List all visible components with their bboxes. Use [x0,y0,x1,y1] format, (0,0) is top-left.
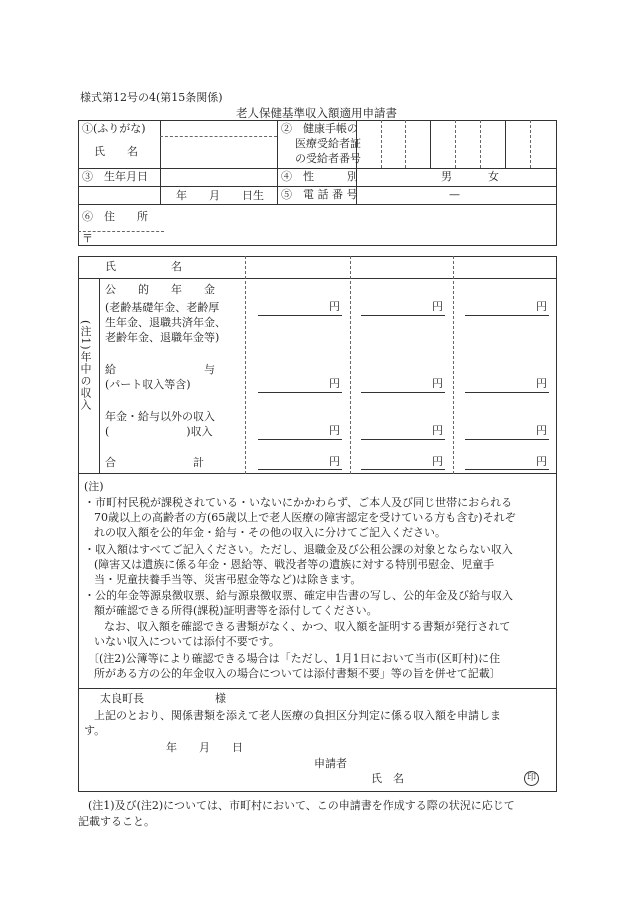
furigana-field[interactable] [162,121,275,135]
yen-unit: 円 [329,424,340,437]
yen-unit: 円 [536,424,547,437]
yen-unit: 円 [536,300,547,313]
total-amount-2[interactable] [361,469,445,470]
yen-unit: 円 [432,424,443,437]
address-field[interactable] [160,206,555,244]
note-bracket-line-1: 〔(注2)公簿等により確認できる場合は「ただし、1月1日において当市(区町村)に住 [88,652,501,665]
pension-heading: 公 的 年 金 [105,283,215,296]
footer-line-1: (注1)及び(注2)については、市町村において、この申請書を作成する際の状況に応じて [88,799,515,812]
pension-detail-2: 生年金、退職共済年金、 [105,316,226,329]
certificate-label-3: の受給者番号 [295,152,361,165]
income-name-header: 氏 名 [105,260,182,273]
declaration-line-2: す。 [84,724,106,737]
total-amount-1[interactable] [258,469,342,470]
yen-unit: 円 [432,300,443,313]
applicant-name-label: 氏 名 [371,772,404,785]
certificate-label-2: 医療受給者証 [295,137,361,150]
note-2-line-2: (障害又は遺族に係る年金・恩給等、戦没者等の遺族に対する特別弔慰金、児童手 [94,558,495,571]
yen-unit: 円 [536,455,547,468]
certificate-number-field[interactable] [357,121,556,167]
yen-unit: 円 [329,377,340,390]
other-income-label-2: ( )収入 [105,425,213,438]
other-income-amount-2[interactable] [361,439,445,440]
other-income-label-1: 年金・給与以外の収入 [105,410,215,423]
salary-heading: 給 与 [105,363,215,376]
name-label: 氏 名 [94,145,138,158]
footer-line-2: 記載すること。 [78,815,155,828]
honorific: 様 [215,692,226,705]
form-title: 老人保健基準収入額適用申請書 [236,106,397,120]
notes-heading: (注) [84,480,104,493]
declaration-line-1: 上記のとおり、関係書類を添えて老人医療の負担区分判定に係る収入額を申請しま [94,709,501,722]
pension-amount-3[interactable] [465,315,549,316]
total-label: 合 計 [105,456,204,469]
applicant-label: 申請者 [314,757,347,770]
yen-unit: 円 [432,455,443,468]
postal-mark: 〒 [82,232,93,245]
note-2-line-1: ・収入額はすべてご記入ください。ただし、退職金及び公租公課の対象とならない収入 [84,543,513,556]
phone-field[interactable] [357,187,556,203]
pension-amount-1[interactable] [258,315,342,316]
phone-label: ⑤ 電 話 番 号 [281,188,358,201]
name-field[interactable] [162,138,275,166]
note-3-line-2: 額が確認できる所得(課税)証明書等を添付してください。 [94,604,378,617]
pension-amount-2[interactable] [361,315,445,316]
note-3-line-3: なお、収入額を確認できる書類がなく、かつ、収入額を証明する書類が発行されて [104,620,511,633]
sex-female-option[interactable]: 女 [488,170,499,183]
note-1-line-3: れの収入額を公的年金・給与・その他の収入に分けてご記入ください。 [94,526,446,539]
note-3-line-4: いない収入については添付不要です。 [94,635,280,648]
salary-detail: (パート収入等含) [105,378,191,391]
yen-unit: 円 [329,455,340,468]
phone-separator: — [449,188,460,201]
sex-label: ④ 性 別 [281,170,358,183]
sex-male-option[interactable]: 男 [441,170,452,183]
yen-unit: 円 [432,377,443,390]
form-number: 様式第12号の4(第15条関係) [80,91,223,104]
pension-detail-1: (老齢基礎年金、老齢厚 [105,301,220,314]
income-side-label: (注1)年中の収入 [79,320,92,411]
salary-amount-3[interactable] [465,392,549,393]
note-2-line-3: 当・児童扶養手当等、災害弔慰金等など)は除きます。 [94,573,362,586]
birth-date-field[interactable]: 年 月 日生 [176,189,264,202]
applicant-name-field[interactable] [410,770,520,786]
yen-unit: 円 [536,377,547,390]
total-amount-3[interactable] [465,469,549,470]
addressee: 太良町長 [100,692,144,705]
address-label: ⑥ 住 所 [82,210,148,223]
note-3-line-1: ・公的年金等源泉徴収票、給与源泉徴収票、確定申告書の写し、公的年金及び給与収入 [84,589,513,602]
furigana-label: ①(ふりがな) [82,122,146,135]
yen-unit: 円 [329,300,340,313]
other-income-amount-3[interactable] [465,439,549,440]
salary-amount-2[interactable] [361,392,445,393]
pension-detail-3: 老齢年金、退職年金等) [105,331,220,344]
note-1-line-2: 70歳以上の高齢者の方(65歳以上で老人医療の障害認定を受けている方も含む)それぞ [94,511,516,524]
other-income-amount-1[interactable] [258,439,342,440]
application-date-field[interactable]: 年 月 日 [166,741,243,754]
seal-mark: 印 [524,771,539,786]
salary-amount-1[interactable] [258,392,342,393]
note-bracket-line-2: 所がある方の公的年金収入の場合については添付書類不要」等の旨を併せて記載〕 [94,667,501,680]
certificate-label-1: ② 健康手帳の [281,122,358,135]
note-1-line-1: ・市町村民税が課税されている・いないにかかわらず、ご本人及び同じ世帯におられる [84,496,513,509]
birth-label: ③ 生年月日 [82,170,148,183]
